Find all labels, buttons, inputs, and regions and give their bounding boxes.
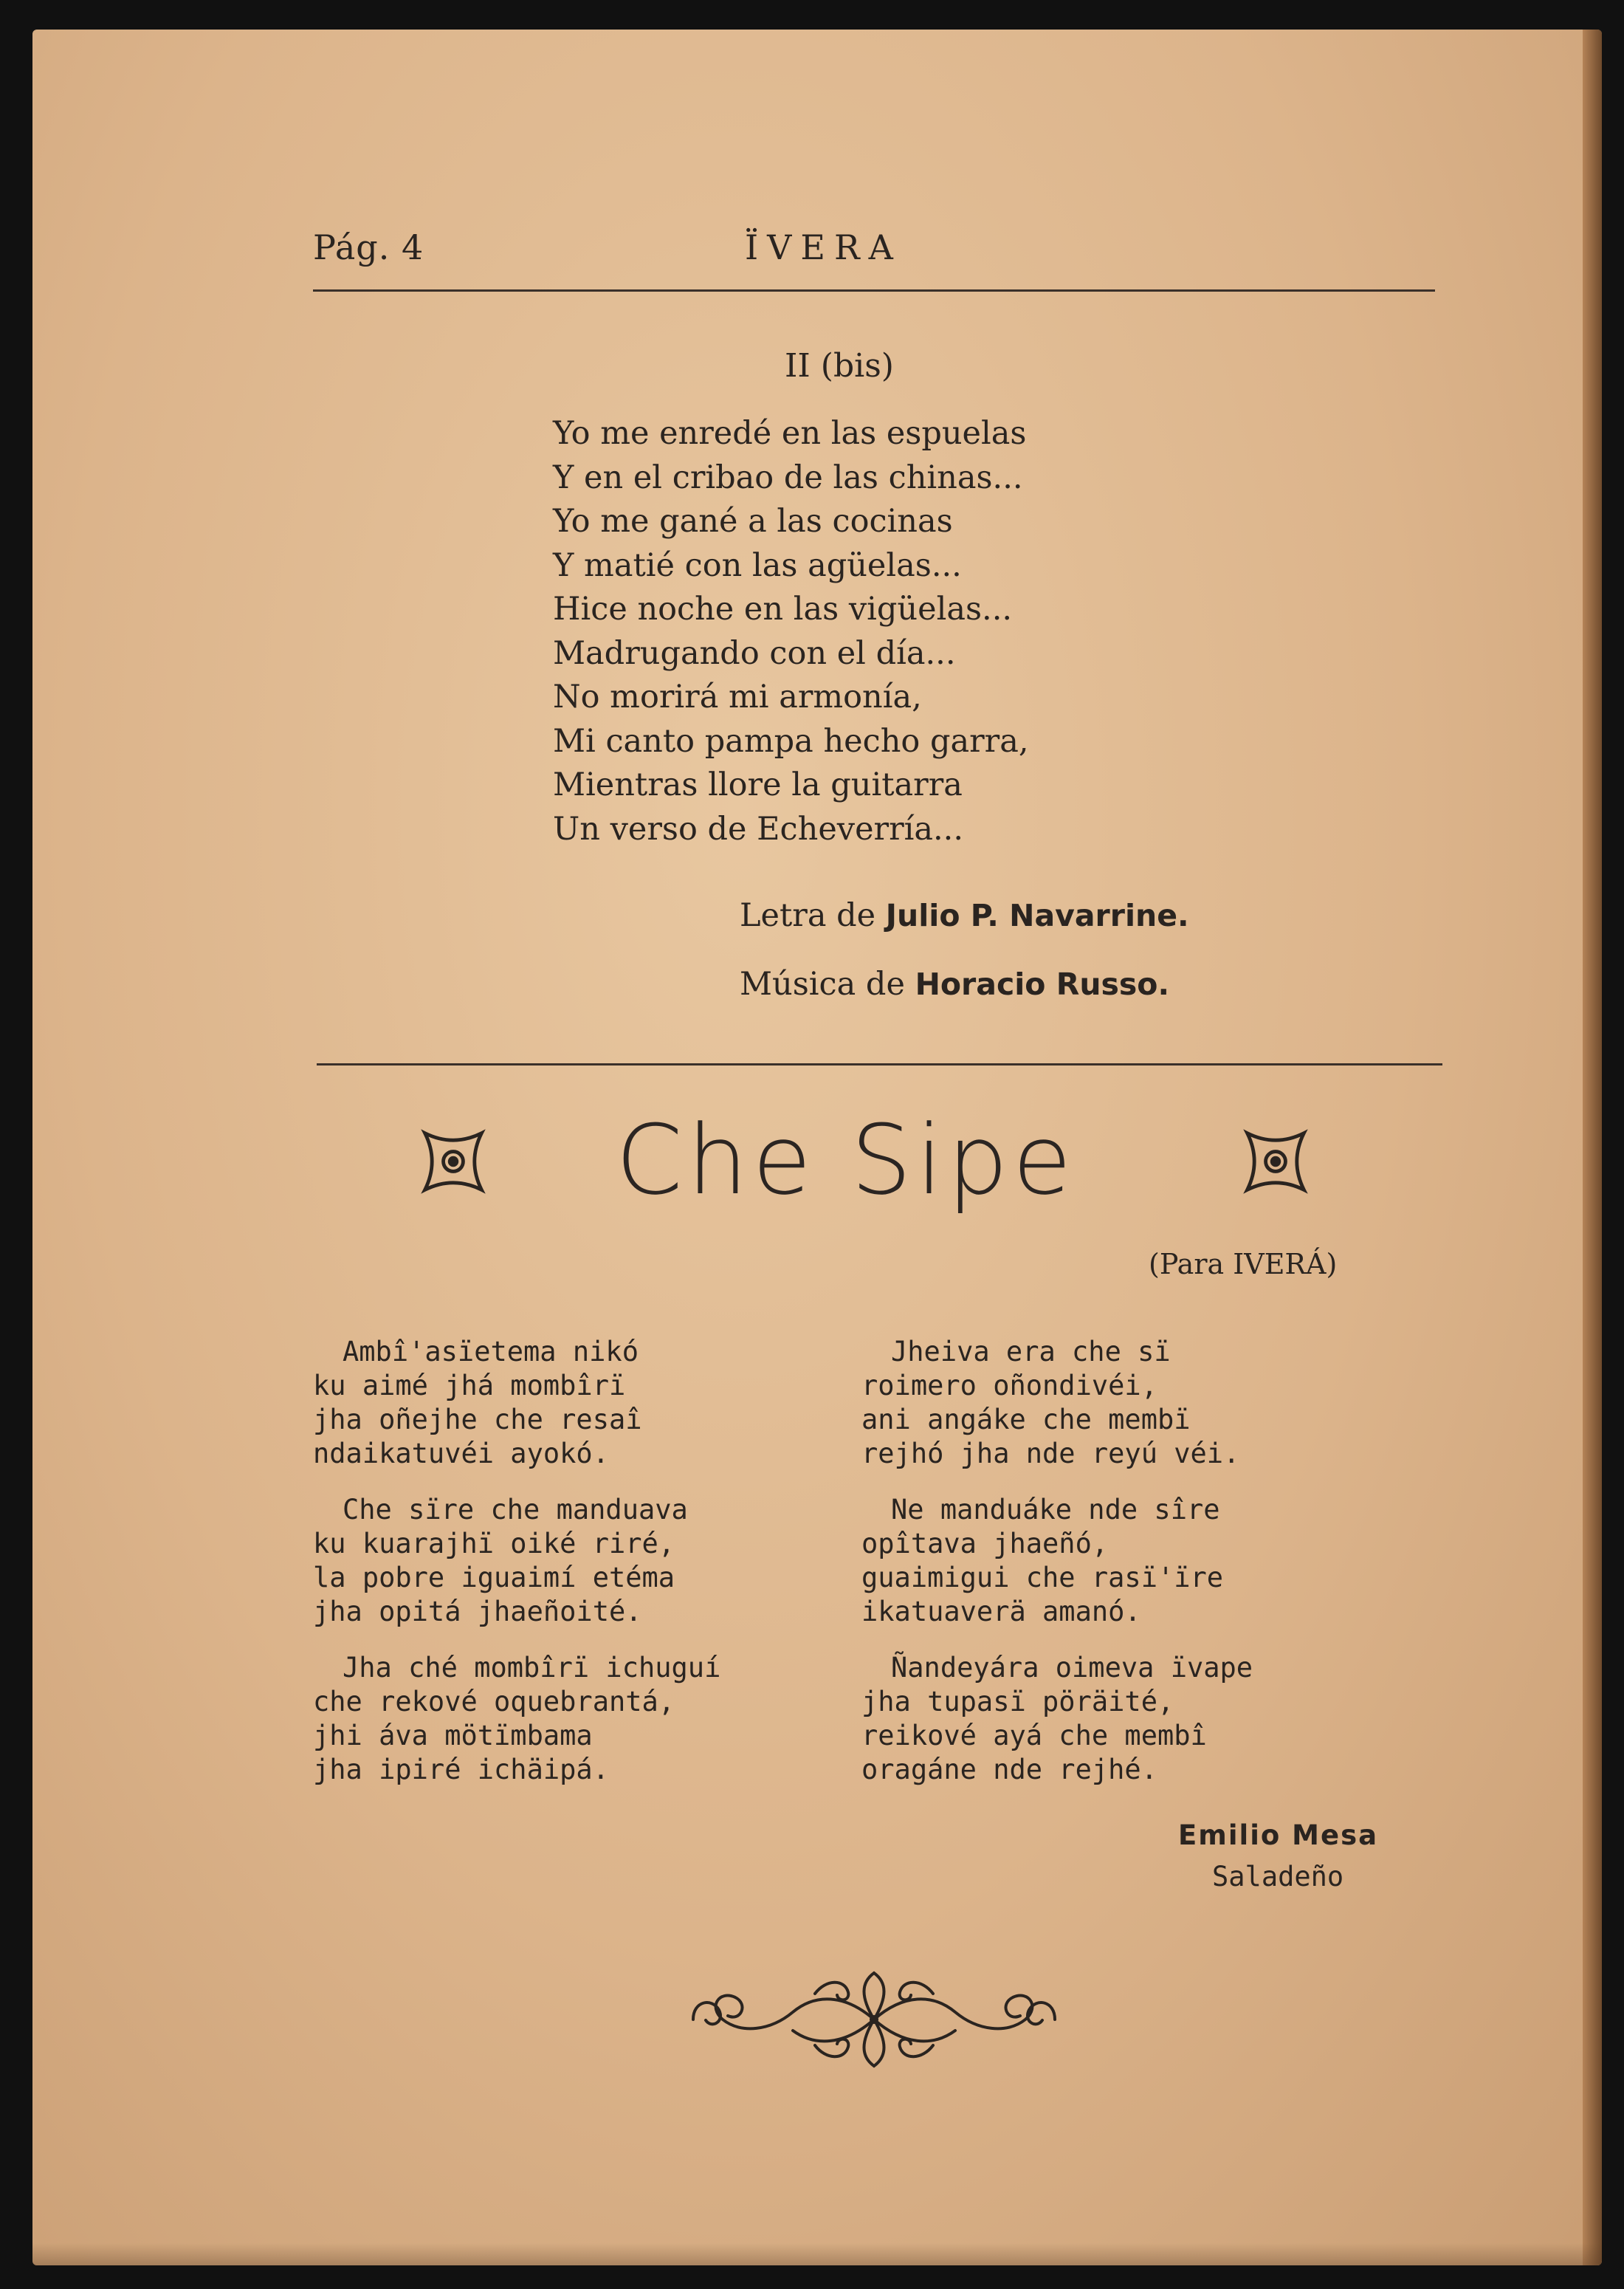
poem-right-column (861, 1335, 1253, 1809)
quatrefoil-ornament-icon (1240, 1126, 1311, 1197)
poem-line: jha ipiré ichäipá. (313, 1754, 609, 1785)
magazine-page (32, 30, 1602, 2265)
poem-line: jha oñejhe che resaî (313, 1404, 642, 1435)
verse-line: No morirá mi armonía, (553, 679, 922, 715)
lyrics-prefix: Letra de (740, 897, 876, 934)
verse-line: Y en el cribao de las chinas... (553, 459, 1023, 496)
scroll-flourish-icon (667, 1964, 1081, 2075)
poem-title-row (32, 1104, 1602, 1222)
header-rule (313, 289, 1435, 292)
poem-line: jha tupasï pöräité, (861, 1686, 1174, 1717)
quatrefoil-ornament-icon (418, 1126, 489, 1197)
poem-title: Che Sipe (616, 1104, 1076, 1216)
verse-line: Hice noche en las vigüelas... (553, 591, 1013, 628)
music-credit (740, 966, 1169, 1003)
poem-stanza (313, 1335, 720, 1471)
poem-line: Ne manduáke nde sîre (891, 1494, 1220, 1526)
magazine-name: ÏVERA (745, 227, 902, 267)
section-divider (317, 1063, 1442, 1065)
poem-line: Jheiva era che sï (891, 1336, 1171, 1367)
verse-line: Madrugando con el día... (553, 634, 956, 672)
poem-left-column (313, 1335, 720, 1809)
poem-line: reikové ayá che membî (861, 1720, 1207, 1751)
song-verse (553, 412, 1029, 851)
poem-line: ndaikatuvéi ayokó. (313, 1438, 609, 1469)
poem-line: ku kuarajhï oiké riré, (313, 1528, 675, 1559)
music-author: Horacio Russo. (915, 967, 1170, 1002)
page-bottom-edge (32, 2243, 1602, 2265)
page-number: Pág. 4 (313, 227, 424, 267)
poem-author-origin: Saladeño (1212, 1861, 1344, 1892)
verse-line: Mientras llore la guitarra (553, 766, 963, 803)
lyrics-author: Julio P. Navarrine. (885, 898, 1189, 933)
poem-line: ikatuaverä amanó. (861, 1596, 1141, 1627)
poem-line: ku aimé jhá mombîrï (313, 1370, 626, 1401)
poem-line: roimero oñondivéi, (861, 1370, 1157, 1401)
poem-stanza (861, 1493, 1253, 1629)
poem-line: rejhó jha nde reyú véi. (861, 1438, 1240, 1469)
poem-stanza (861, 1651, 1253, 1787)
poem-line: Che sïre che manduava (343, 1494, 688, 1526)
poem-line: ani angáke che membï (861, 1404, 1191, 1435)
verse-line: Un verso de Echeverría... (553, 810, 964, 848)
music-prefix: Música de (740, 966, 905, 1003)
poem-line: Jha ché mombîrï ichuguí (343, 1652, 721, 1684)
lyrics-credit (740, 897, 1189, 934)
verse-line: Mi canto pampa hecho garra, (553, 722, 1029, 760)
poem-line: oragáne nde rejhé. (861, 1754, 1157, 1785)
poem-line: Ñandeyára oimeva ïvape (891, 1652, 1253, 1684)
poem-line: che rekové oquebrantá, (313, 1686, 675, 1717)
poem-dedication: (Para IVERÁ) (1149, 1248, 1338, 1280)
poem-line: guaimigui che rasï'ïre (861, 1562, 1224, 1593)
poem-line: jha opitá jhaeñoité. (313, 1596, 642, 1627)
poem-line: la pobre iguaimí etéma (313, 1562, 675, 1593)
verse-line: Yo me enredé en las espuelas (553, 415, 1027, 452)
poem-line: Ambî'asïetema nikó (343, 1336, 639, 1367)
verse-line: Y matié con las agüelas... (553, 546, 962, 584)
poem-line: opîtava jhaeñó, (861, 1528, 1109, 1559)
verse-section-title: II (bis) (785, 347, 894, 385)
verse-line: Yo me gané a las cocinas (553, 503, 953, 540)
poem-line: jhi áva mötïmbama (313, 1720, 593, 1751)
poem-stanza (313, 1651, 720, 1787)
poem-author: Emilio Mesa (1178, 1819, 1379, 1851)
poem-stanza (313, 1493, 720, 1629)
poem-stanza (861, 1335, 1253, 1471)
page-header (313, 227, 1435, 279)
